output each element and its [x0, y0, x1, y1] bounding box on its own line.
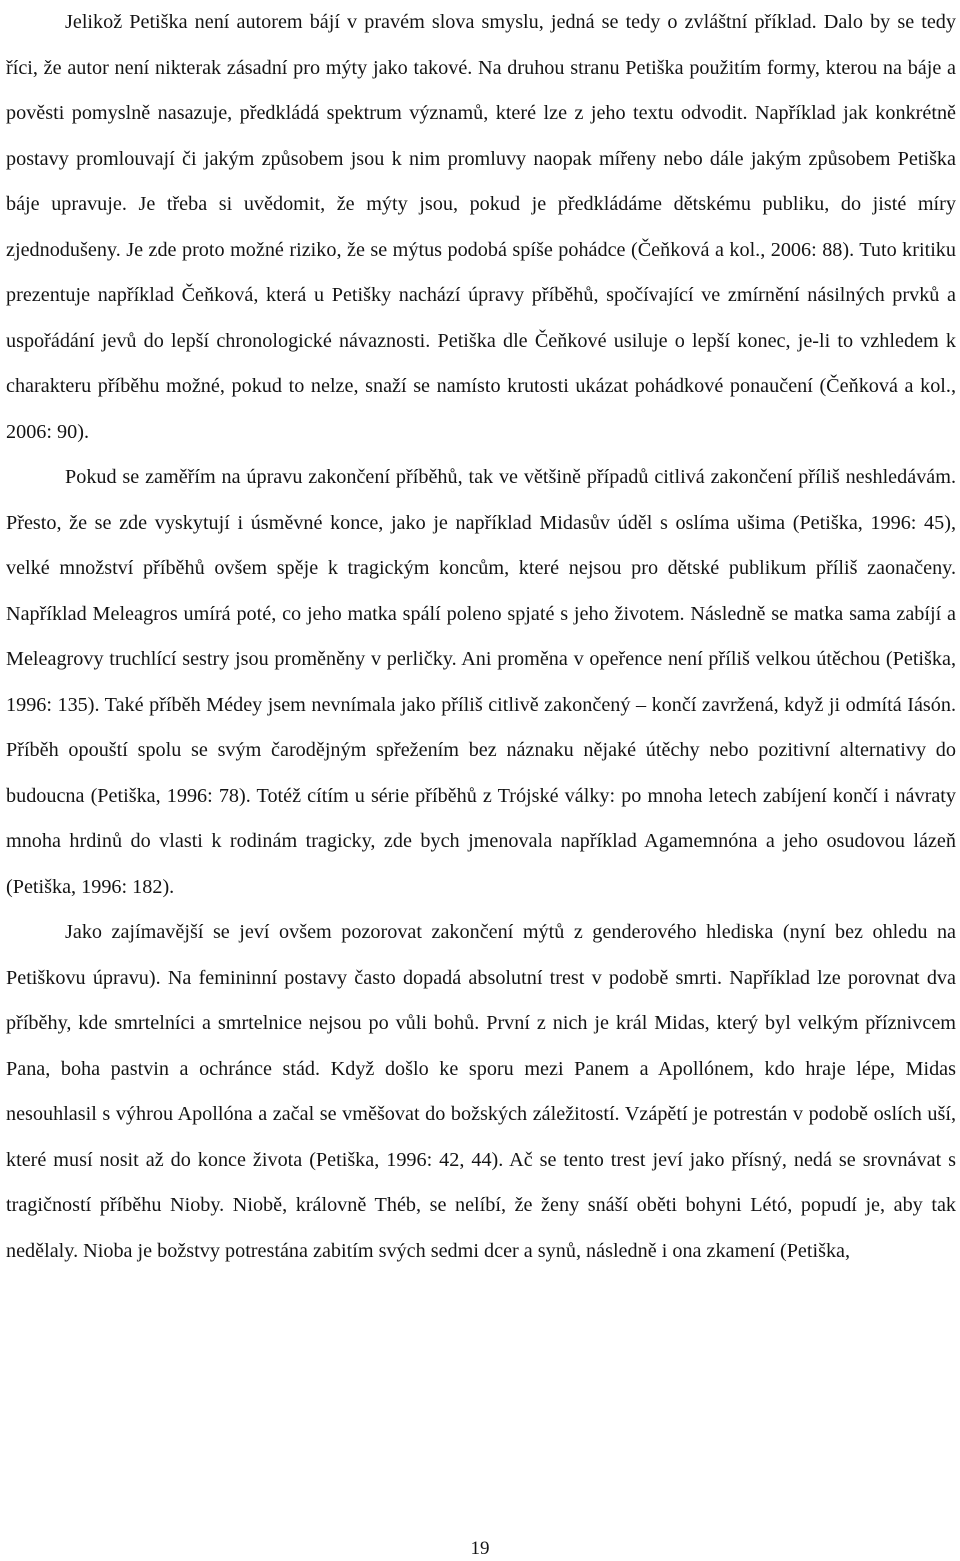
- paragraph-3: Jako zajímavější se jeví ovšem pozorovat zakončení mýtů z genderového hlediska (nyní bez ohledu na Petiškovu úpravu). Na femininní postavy často dopadá absolutní trest v podobě smrti. Například lze porovnat dva příběhy, kde smrtelníci a smrtelnice nejsou po vůli bohů. První z nich je král Midas, který byl velkým příznivcem Pana, boha pastvin a ochránce stád. Když došlo ke sporu mezi Panem a Apollónem, kdo hraje lépe, Midas nesouhlasil s výhrou Apollóna a začal se vměšovat do božských záležitostí. Vzápětí je potrestán v podobě oslích uší, které musí nosit až do konce života (Petiška, 1996: 42, 44). Ač se tento trest jeví jako přísný, nedá se srovnávat s tragičností příběhu Nioby. Niobě, královně Théb, se nelíbí, že ženy snáší oběti bohyni Létó, popudí je, aby tak nedělaly. Nioba je božstvy potrestána zabitím svých sedmi dcer a synů, následně i ona zkamení (Petiška,: [6, 921, 956, 1262]
- document-page: [6, 0, 956, 1274]
- paragraph-2: Pokud se zaměřím na úpravu zakončení příběhů, tak ve většině případů citlivá zakončení příliš neshledávám. Přesto, že se zde vyskytují i úsměvné konce, jako je například Midasův úděl s oslíma ušima (Petiška, 1996: 45), velké množství příběhů ovšem spěje k tragickým koncům, které nejsou pro dětské publikum příliš zaonačeny. Například Meleagros umírá poté, co jeho matka spálí poleno spjaté s jeho životem. Následně se matka sama zabíjí a Meleagrovy truchlící sestry jsou proměněny v perličky. Ani proměna v opeřence není příliš velkou útěchou (Petiška, 1996: 135). Také příběh Médey jsem nevnímala jako příliš citlivě zakončený – končí zavržená, když ji odmítá Iásón. Příběh opouští spolu se svým čarodějným spřežením bez náznaku nějaké útěchy nebo pozitivní alternativy do budoucna (Petiška, 1996: 78). Totéž cítím u série příběhů z Trójské války: po mnoha letech zabíjení končí i návraty mnoha hrdinů do vlasti k rodinám tragicky, zde bych jmenovala například Agamemnóna a jeho osudovou lázeň (Petiška, 1996: 182).: [6, 466, 956, 898]
- page-number: 19: [470, 1538, 490, 1559]
- paragraph-1: Jelikož Petiška není autorem bájí v pravém slova smyslu, jedná se tedy o zvláštní příklad. Dalo by se tedy říci, že autor není nikterak zásadní pro mýty jako takové. Na druhou stranu Petiška použitím formy, kterou na báje a pověsti pomyslně nasazuje, předkládá spektrum významů, které lze z jeho textu odvodit. Například jak konkrétně postavy promlouvají či jakým způsobem jsou k nim promluvy naopak mířeny nebo dále jakým způsobem Petiška báje upravuje. Je třeba si uvědomit, že mýty jsou, pokud je předkládáme dětskému publiku, do jisté míry zjednodušeny. Je zde proto možné riziko, že se mýtus podobá spíše pohádce (Čeňková a kol., 2006: 88). Tuto kritiku prezentuje například Čeňková, která u Petišky nachází úpravy příběhů, spočívající ve zmírnění násilných prvků a uspořádání jevů do lepší chronologické návaznosti. Petiška dle Čeňkové usiluje o lepší konec, je-li to vzhledem k charakteru příběhu možné, pokud to nelze, snaží se namísto krutosti ukázat pohádkové ponaučení (Čeňková a kol., 2006: 90).: [6, 11, 956, 443]
